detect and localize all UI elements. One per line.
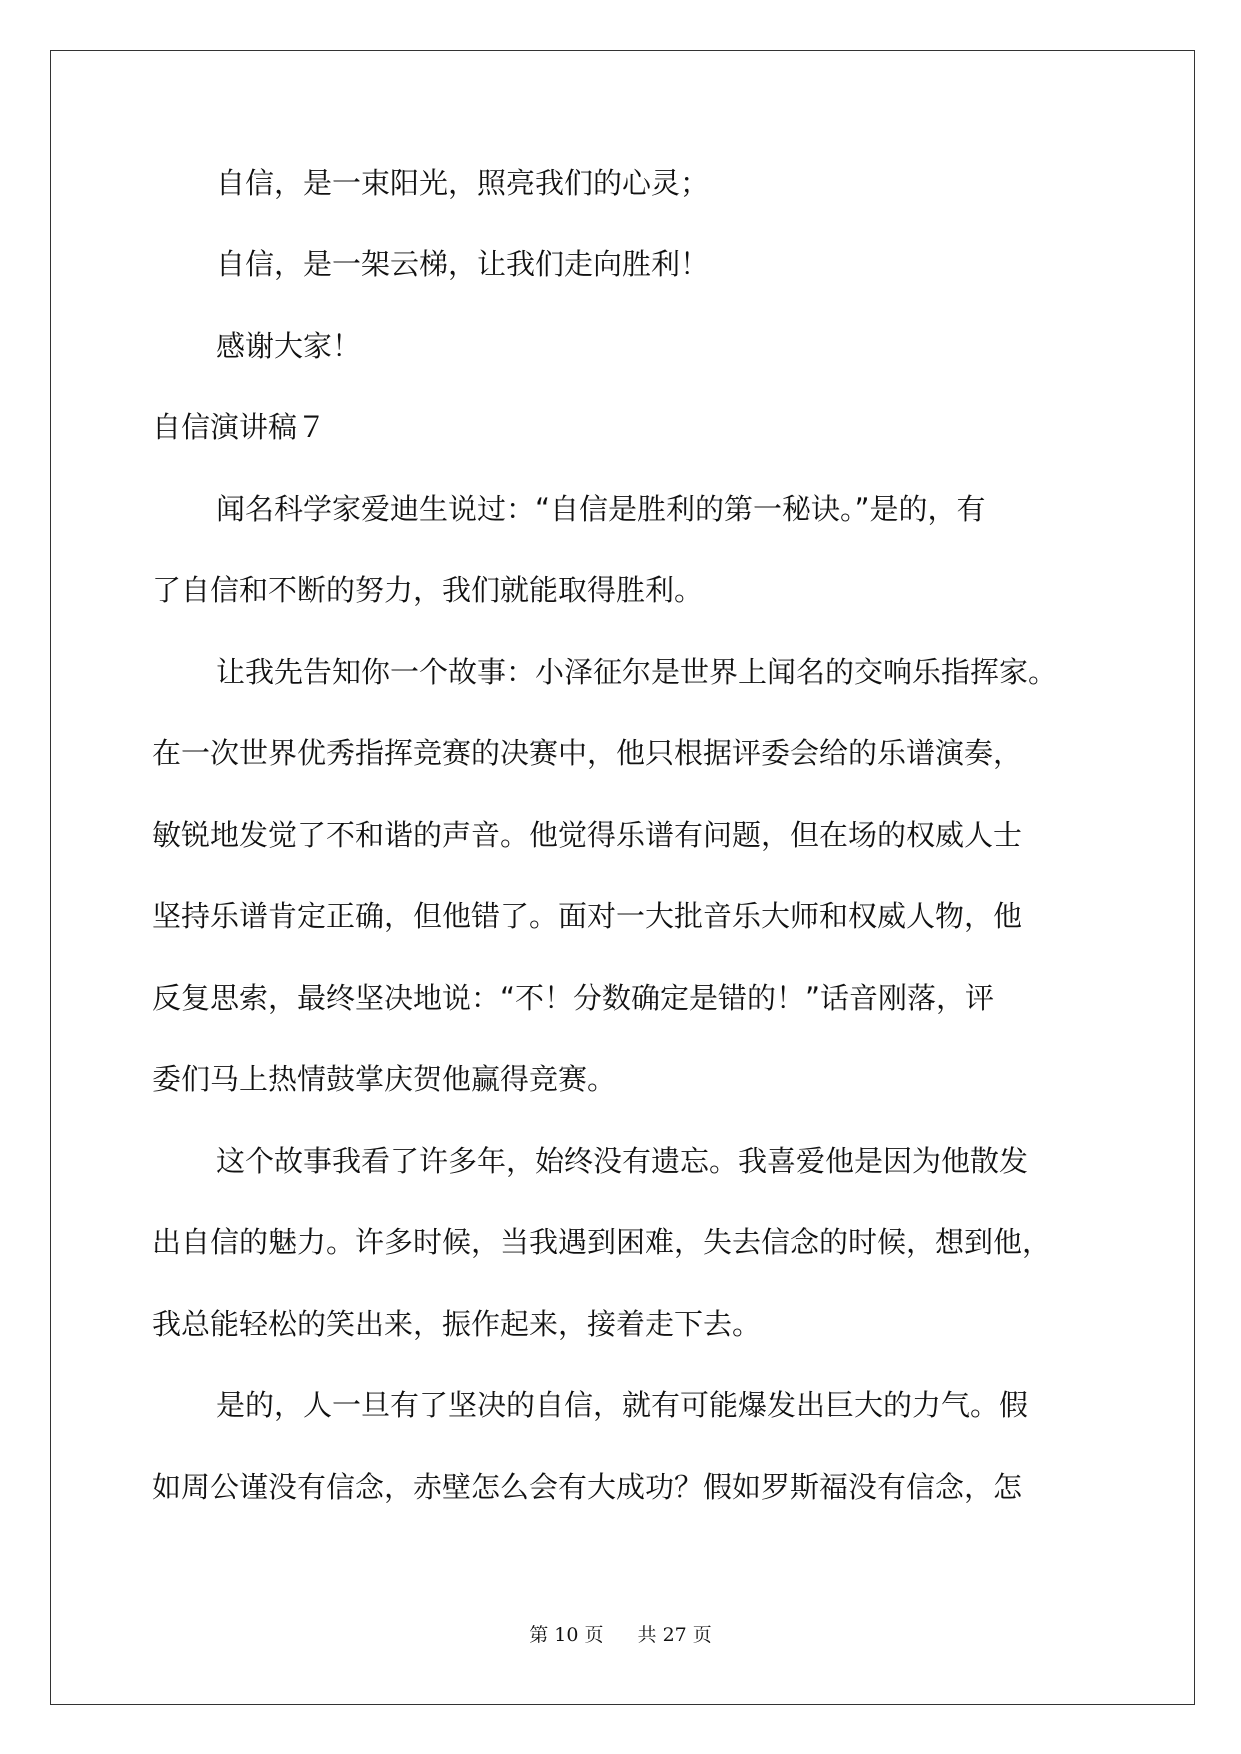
text-line: 我总能轻松的笑出来，振作起来，接着走下去。 <box>152 1307 762 1341</box>
text-line: 反复思索，最终坚决地说：“不！分数确定是错的！”话音刚落，评 <box>152 981 995 1015</box>
text-line: 这个故事我看了许多年，始终没有遗忘。我喜爱他是因为他散发 <box>216 1144 1029 1178</box>
text-line: 感谢大家！ <box>216 329 362 363</box>
text-line: 在一次世界优秀指挥竞赛的决赛中，他只根据评委会给的乐谱演奏， <box>152 736 1023 770</box>
text-line: 让我先告知你一个故事：小泽征尔是世界上闻名的交响乐指挥家。 <box>216 655 1058 689</box>
text-line: 自信，是一束阳光，照亮我们的心灵； <box>216 166 710 200</box>
text-line: 闻名科学家爱迪生说过：“自信是胜利的第一秘诀。”是的，有 <box>216 492 986 526</box>
text-line: 坚持乐谱肯定正确，但他错了。面对一大批音乐大师和权威人物，他 <box>152 899 1023 933</box>
page-total: 共 27 页 <box>637 1624 712 1646</box>
page-footer <box>0 1620 1241 1647</box>
text-line: 出自信的魅力。许多时候，当我遇到困难，失去信念的时候，想到他， <box>152 1225 1052 1259</box>
text-line: 如周公谨没有信念，赤壁怎么会有大成功？假如罗斯福没有信念，怎 <box>152 1470 1023 1504</box>
text-line: 委们马上热情鼓掌庆贺他赢得竞赛。 <box>152 1062 617 1096</box>
text-line: 自信，是一架云梯，让我们走向胜利！ <box>216 247 710 281</box>
page-border <box>50 50 1195 1705</box>
text-line: 敏锐地发觉了不和谐的声音。他觉得乐谱有问题，但在场的权威人士 <box>152 818 1023 852</box>
text-line: 了自信和不断的努力，我们就能取得胜利。 <box>152 573 704 607</box>
section-heading: 自信演讲稿７ <box>152 410 327 444</box>
text-line: 是的，人一旦有了坚决的自信，就有可能爆发出巨大的力气。假 <box>216 1388 1029 1422</box>
page-number: 第 10 页 <box>529 1624 604 1646</box>
